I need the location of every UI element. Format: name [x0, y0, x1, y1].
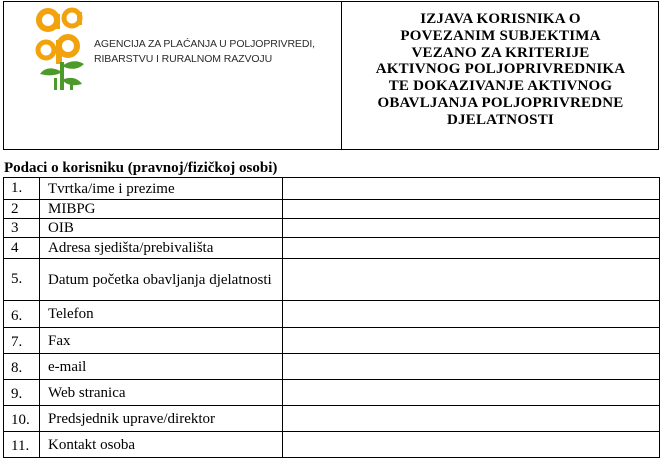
- title-line: VEZANO ZA KRITERIJE: [411, 44, 590, 61]
- title-line: DJELATNOSTI: [447, 111, 554, 128]
- row-value-field[interactable]: [283, 354, 660, 380]
- row-label: [40, 328, 283, 354]
- table-row: [4, 328, 660, 354]
- table-row: [4, 178, 660, 200]
- row-label: [40, 354, 283, 380]
- row-value-field[interactable]: [283, 328, 660, 354]
- title-line: OBAVLJANJA POLJOPRIVREDNE: [377, 94, 624, 111]
- table-row: [4, 380, 660, 406]
- row-label-text: e-mail: [48, 358, 87, 375]
- table-row: [4, 301, 660, 328]
- row-label: [40, 406, 283, 432]
- row-label-text: Predsjednik uprave/direktor: [48, 410, 216, 427]
- document-header: [3, 1, 659, 150]
- row-label: [40, 259, 283, 301]
- agency-logo-icon: [34, 6, 94, 94]
- row-label-text: Telefon: [48, 306, 94, 322]
- title-line: AKTIVNOG POLJOPRIVREDNIKA: [375, 61, 626, 78]
- row-label: [40, 301, 283, 328]
- title-line: TE DOKAZIVANJE AKTIVNOG: [388, 78, 613, 95]
- row-number: 8.: [4, 354, 40, 380]
- row-label: [40, 380, 283, 406]
- row-value-field[interactable]: [283, 238, 660, 259]
- row-label: [40, 200, 283, 219]
- row-value-field[interactable]: [283, 200, 660, 219]
- table-row: [4, 259, 660, 301]
- row-label: [40, 178, 283, 200]
- row-value-field[interactable]: [283, 301, 660, 328]
- row-number: 7.: [4, 328, 40, 354]
- table-row: [4, 432, 660, 458]
- table-row: [4, 354, 660, 380]
- row-number: 1.: [4, 178, 40, 200]
- row-label-text: Adresa sjedišta/prebivališta: [48, 240, 214, 256]
- row-label-text: MIBPG: [48, 201, 96, 217]
- agency-name: [94, 37, 334, 67]
- row-value-field[interactable]: [283, 219, 660, 238]
- row-number: 10.: [4, 406, 40, 432]
- row-number: 2: [4, 200, 40, 219]
- table-row: [4, 238, 660, 259]
- row-label-text: Tvrtka/ime i prezime: [48, 180, 175, 197]
- row-label: [40, 219, 283, 238]
- row-number: 5.: [4, 259, 40, 301]
- row-number: 6.: [4, 301, 40, 328]
- row-value-field[interactable]: [283, 380, 660, 406]
- row-label: [40, 238, 283, 259]
- title-line: IZJAVA KORISNIKA O: [420, 11, 581, 27]
- row-label-text: Datum početka obavljanja djelatnosti: [48, 271, 272, 288]
- agency-name-line: AGENCIJA ZA PLAĆANJA U POLJOPRIVREDI,: [94, 38, 315, 50]
- row-number: 4: [4, 238, 40, 259]
- row-value-field[interactable]: [283, 259, 660, 301]
- agency-name-line: RIBARSTVU I RURALNOM RAZVOJU: [94, 53, 273, 65]
- document-title: [342, 11, 659, 129]
- user-data-table: [3, 177, 660, 458]
- row-number: 3: [4, 219, 40, 238]
- row-label-text: Fax: [48, 332, 71, 349]
- row-label-text: OIB: [48, 220, 74, 236]
- row-value-field[interactable]: [283, 406, 660, 432]
- row-number: 11.: [4, 432, 40, 458]
- row-label: [40, 432, 283, 458]
- table-row: [4, 406, 660, 432]
- title-line: POVEZANIM SUBJEKTIMA: [400, 27, 601, 44]
- table-row: [4, 200, 660, 219]
- row-number: 9.: [4, 380, 40, 406]
- table-row: [4, 219, 660, 238]
- row-value-field[interactable]: [283, 178, 660, 200]
- section-title: Podaci o korisniku (pravnoj/fizičkoj osobi): [4, 160, 278, 176]
- row-value-field[interactable]: [283, 432, 660, 458]
- row-label-text: Web stranica: [48, 384, 126, 401]
- row-label-text: Kontakt osoba: [48, 436, 136, 453]
